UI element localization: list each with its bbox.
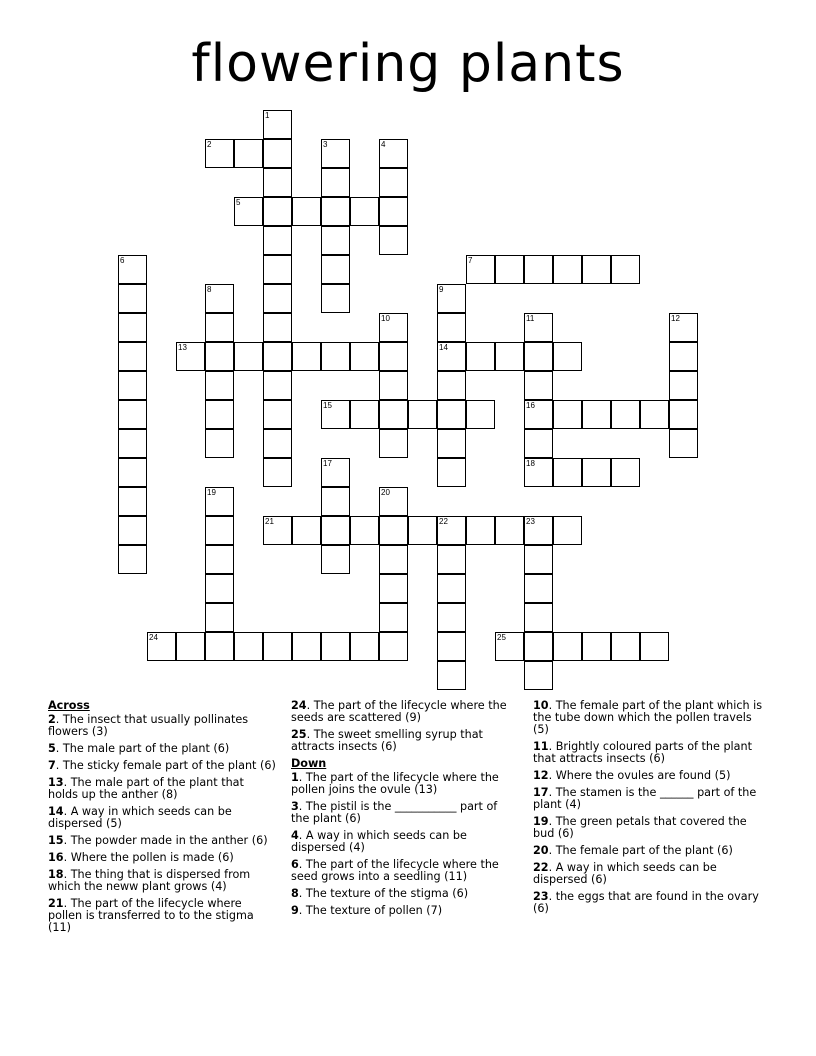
grid-cell[interactable] [495,342,524,371]
clue-number: 18 [526,459,535,468]
grid-cell[interactable] [292,342,321,371]
grid-cell[interactable] [321,342,350,371]
grid-cell[interactable] [379,371,408,400]
clue-number: 3 [323,140,328,149]
grid-cell[interactable] [263,313,292,342]
grid-cell[interactable] [437,516,466,545]
grid-cell[interactable] [669,400,698,429]
grid-cell[interactable] [176,342,205,371]
grid-cell[interactable] [234,632,263,661]
clue-across-7: 7. The sticky female part of the plant (6) [48,759,276,772]
grid-cell[interactable] [118,545,147,574]
grid-cell[interactable] [582,400,611,429]
clue-number: 4 [381,140,386,149]
clue-number: 14 [439,343,448,352]
grid-cell[interactable] [611,400,640,429]
grid-cell[interactable] [176,632,205,661]
clue-across-24: 24. The part of the lifecycle where the seeds are scattered (9) [291,699,507,724]
grid-cell[interactable] [118,400,147,429]
grid-cell[interactable] [379,429,408,458]
down-heading: Down [291,757,327,770]
grid-cell[interactable] [611,255,640,284]
grid-cell[interactable] [379,574,408,603]
clue-across-13: 13. The male part of the plant that holds up the anther (8) [48,776,244,801]
grid-cell[interactable] [379,168,408,197]
grid-cell[interactable] [669,429,698,458]
grid-cell[interactable] [118,284,147,313]
grid-cell[interactable] [321,400,350,429]
grid-cell[interactable] [611,458,640,487]
grid-cell[interactable] [553,342,582,371]
grid-cell[interactable] [234,342,263,371]
grid-cell[interactable] [437,400,466,429]
grid-cell[interactable] [524,516,553,545]
clues-column-1 [48,700,276,939]
clue-number: 17 [323,459,332,468]
grid-cell[interactable] [408,400,437,429]
grid-cell[interactable] [205,284,234,313]
grid-cell[interactable] [379,400,408,429]
grid-cell[interactable] [234,197,263,226]
grid-cell[interactable] [408,516,437,545]
clue-number: 19 [207,488,216,497]
grid-cell[interactable] [263,255,292,284]
grid-cell[interactable] [118,342,147,371]
clues-column-2 [291,700,519,922]
grid-cell[interactable] [350,516,379,545]
grid-cell[interactable] [553,255,582,284]
grid-cell[interactable] [669,342,698,371]
clue-number: 13 [178,343,187,352]
clue-number: 25 [497,633,506,642]
clue-across-15: 15. The powder made in the anther (6) [48,834,268,847]
clue-across-21: 21. The part of the lifecycle where pollen is transferred to to the stigma (11) [48,897,254,934]
grid-cell[interactable] [524,313,553,342]
grid-cell[interactable] [350,632,379,661]
grid-cell[interactable] [118,255,147,284]
clue-number: 15 [323,401,332,410]
across-heading: Across [48,699,90,712]
clue-down-11: 11. Brightly coloured parts of the plant that attracts insects (6) [533,740,752,765]
grid-cell[interactable] [466,342,495,371]
grid-cell[interactable] [263,110,292,139]
grid-cell[interactable] [118,458,147,487]
grid-cell[interactable] [524,255,553,284]
grid-cell[interactable] [205,603,234,632]
grid-cell[interactable] [524,632,553,661]
grid-cell[interactable] [205,139,234,168]
grid-cell[interactable] [437,342,466,371]
grid-cell[interactable] [379,603,408,632]
grid-cell[interactable] [321,139,350,168]
clue-number: 21 [265,517,274,526]
grid-cell[interactable] [379,226,408,255]
clue-number: 12 [671,314,680,323]
grid-cell[interactable] [321,226,350,255]
clue-number: 10 [381,314,390,323]
grid-cell[interactable] [205,574,234,603]
grid-cell[interactable] [118,313,147,342]
grid-cell[interactable] [495,516,524,545]
grid-cell[interactable] [640,632,669,661]
grid-cell[interactable] [263,226,292,255]
grid-cell[interactable] [437,371,466,400]
grid-cell[interactable] [147,632,176,661]
clue-number: 11 [526,314,535,323]
clue-down-23: 23. the eggs that are found in the ovary (6) [533,890,759,915]
clue-number: 22 [439,517,448,526]
grid-cell[interactable] [263,632,292,661]
grid-cell[interactable] [321,458,350,487]
clue-down-17: 17. The stamen is the ______ part of the plant (4) [533,786,757,811]
grid-cell[interactable] [205,516,234,545]
grid-cell[interactable] [524,458,553,487]
clue-down-9: 9. The texture of pollen (7) [291,904,443,917]
clues-column-3 [533,700,769,920]
grid-cell[interactable] [437,574,466,603]
clue-down-19: 19. The green petals that covered the bud (6) [533,815,747,840]
grid-cell[interactable] [495,255,524,284]
grid-cell[interactable] [524,574,553,603]
grid-cell[interactable] [524,429,553,458]
grid-cell[interactable] [524,545,553,574]
grid-cell[interactable] [263,400,292,429]
grid-cell[interactable] [437,284,466,313]
grid-cell[interactable] [263,284,292,313]
grid-cell[interactable] [292,516,321,545]
grid-cell[interactable] [524,400,553,429]
grid-cell[interactable] [321,632,350,661]
clue-across-14: 14. A way in which seeds can be dispersed (5) [48,805,232,830]
grid-cell[interactable] [582,255,611,284]
grid-cell[interactable] [524,603,553,632]
clue-down-20: 20. The female part of the plant (6) [533,844,733,857]
grid-cell[interactable] [263,168,292,197]
grid-cell[interactable] [350,400,379,429]
clue-number: 24 [149,633,158,642]
clue-down-4: 4. A way in which seeds can be dispersed (4) [291,829,467,854]
grid-cell[interactable] [205,545,234,574]
clue-down-8: 8. The texture of the stigma (6) [291,887,469,900]
clue-number: 7 [468,256,473,265]
grid-cell[interactable] [553,516,582,545]
clue-down-12: 12. Where the ovules are found (5) [533,769,731,782]
grid-cell[interactable] [553,458,582,487]
clue-across-5: 5. The male part of the plant (6) [48,742,230,755]
grid-cell[interactable] [466,255,495,284]
clue-number: 8 [207,285,212,294]
grid-cell[interactable] [321,545,350,574]
grid-cell[interactable] [379,313,408,342]
grid-cell[interactable] [437,661,466,690]
grid-cell[interactable] [524,661,553,690]
clue-down-6: 6. The part of the lifecycle where the seed grows into a seedling (11) [291,858,499,883]
grid-cell[interactable] [524,371,553,400]
grid-cell[interactable] [205,429,234,458]
grid-cell[interactable] [205,371,234,400]
grid-cell[interactable] [321,168,350,197]
grid-cell[interactable] [350,342,379,371]
grid-cell[interactable] [379,516,408,545]
grid-cell[interactable] [321,255,350,284]
grid-cell[interactable] [263,429,292,458]
grid-cell[interactable] [582,632,611,661]
grid-cell[interactable] [553,632,582,661]
grid-cell[interactable] [263,371,292,400]
clue-across-18: 18. The thing that is dispersed from which the neww plant grows (4) [48,868,251,893]
clue-number: 2 [207,140,212,149]
grid-cell[interactable] [234,139,263,168]
grid-cell[interactable] [118,371,147,400]
grid-cell[interactable] [437,632,466,661]
grid-cell[interactable] [437,313,466,342]
clue-number: 9 [439,285,444,294]
grid-cell[interactable] [350,197,379,226]
grid-cell[interactable] [379,632,408,661]
grid-cell[interactable] [321,516,350,545]
grid-cell[interactable] [437,458,466,487]
grid-cell[interactable] [118,487,147,516]
grid-cell[interactable] [205,632,234,661]
grid-cell[interactable] [321,487,350,516]
clue-number: 16 [526,401,535,410]
clue-down-10: 10. The female part of the plant which is the tube down which the pollen travels (5) [533,699,763,736]
grid-cell[interactable] [437,429,466,458]
grid-cell[interactable] [466,400,495,429]
grid-cell[interactable] [669,313,698,342]
grid-cell[interactable] [437,545,466,574]
grid-cell[interactable] [379,487,408,516]
grid-cell[interactable] [205,400,234,429]
grid-cell[interactable] [263,342,292,371]
clue-number: 5 [236,198,241,207]
grid-cell[interactable] [379,197,408,226]
grid-cell[interactable] [118,516,147,545]
grid-cell[interactable] [379,545,408,574]
clue-down-3: 3. The pistil is the ___________ part of the plant (6) [291,800,498,825]
grid-cell[interactable] [205,487,234,516]
page-title: flowering plants [191,34,625,94]
grid-cell[interactable] [263,458,292,487]
grid-cell[interactable] [553,400,582,429]
grid-cell[interactable] [263,139,292,168]
grid-cell[interactable] [640,400,669,429]
grid-cell[interactable] [263,516,292,545]
clue-number: 23 [526,517,535,526]
clue-across-16: 16. Where the pollen is made (6) [48,851,234,864]
clue-number: 6 [120,256,125,265]
grid-cell[interactable] [205,342,234,371]
grid-cell[interactable] [292,197,321,226]
grid-cell[interactable] [669,371,698,400]
clue-down-1: 1. The part of the lifecycle where the pollen joins the ovule (13) [291,771,499,796]
clue-down-22: 22. A way in which seeds can be dispersed (6) [533,861,717,886]
grid-cell[interactable] [379,342,408,371]
grid-cell[interactable] [524,342,553,371]
grid-cell[interactable] [495,632,524,661]
grid-cell[interactable] [292,632,321,661]
grid-cell[interactable] [582,458,611,487]
grid-cell[interactable] [379,139,408,168]
clue-across-2: 2. The insect that usually pollinates flowers (3) [48,713,249,738]
clue-number: 1 [265,111,270,120]
grid-cell[interactable] [611,632,640,661]
grid-cell[interactable] [466,516,495,545]
grid-cell[interactable] [321,284,350,313]
grid-cell[interactable] [263,197,292,226]
grid-cell[interactable] [437,603,466,632]
grid-cell[interactable] [118,429,147,458]
clue-across-25: 25. The sweet smelling syrup that attracts insects (6) [291,728,483,753]
clue-number: 20 [381,488,390,497]
grid-cell[interactable] [205,313,234,342]
grid-cell[interactable] [321,197,350,226]
